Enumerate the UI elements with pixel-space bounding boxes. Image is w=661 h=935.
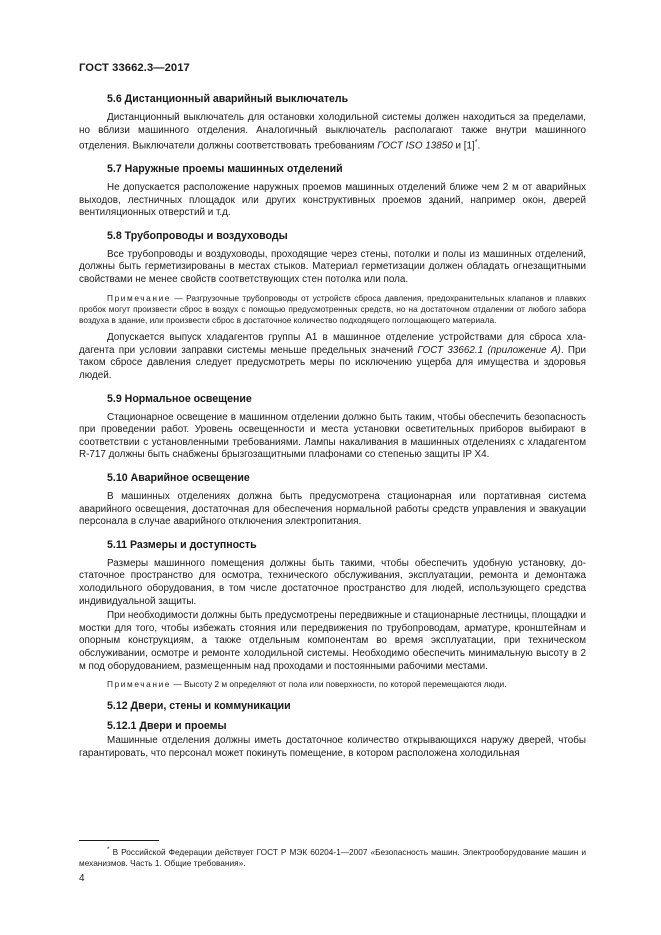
- text: Дистанционный выключатель для остановки холодильной системы должен находиться за пределами, но вблизи машинного отделения. Аналогичный выключатель располагают также внутри машинного отделения. Выключатели должны соответствовать требованиям: [79, 112, 586, 152]
- text: и [1]: [452, 140, 475, 152]
- text: Допускается выпуск хладагентов группы А1 в машинное отделение устройствами для сброса хладагента при условии заправки системы меньше предельных значений: [79, 332, 586, 356]
- section-5-12-1-heading: 5.12.1 Двери и проемы: [107, 720, 227, 733]
- section-5-12-heading: 5.12 Двери, стены и коммуникации: [107, 700, 291, 713]
- section-5-11-note: [79, 679, 586, 690]
- document-body: [79, 92, 586, 767]
- section-5-7-heading: 5.7 Наружные проемы машинных отделений: [107, 163, 343, 176]
- note-label: Примечание: [107, 292, 172, 303]
- note-text: — Высоту 2 м определяют от пола или поверхности, по которой перемещаются люди.: [171, 679, 507, 690]
- footnote: [79, 844, 586, 869]
- footnote-text: В Российской Федерации действует ГОСТ Р МЭК 60204-1—2007 «Безопасность машин. Электрооборудование машин и механизмов. Часть 1. Общие требования».: [79, 846, 586, 868]
- section-5-8-note: [79, 293, 586, 327]
- footnote-marker: *: [107, 846, 110, 853]
- standard-reference: ГОСТ ISO 13850: [377, 140, 453, 152]
- text: . При таком сбросе давления следует предусмотреть меры по исключению ущерба для имущества и здоровья людей.: [79, 344, 587, 382]
- document-header: ГОСТ 33662.3—2017: [79, 62, 190, 74]
- section-5-12-1-paragraph: Машинные отделения должны иметь достаточное количество открывающихся наружу дверей, чтобы гарантировать, что персонал может покинуть помещение, в котором расположена холодильная: [79, 735, 586, 759]
- section-5-8-heading: 5.8 Трубопроводы и воздуховоды: [107, 229, 288, 242]
- page-number: 4: [79, 873, 85, 884]
- section-5-8-paragraph-1: Все трубопроводы и воздуховоды, проходящие через стены, потолки и полы из машинных отделений, должны быть герметизированы в местах стыков. Материал герметизации должен обладать огнезащитными свойствами не менее свойств соответствующих стен потолка или пола.: [79, 248, 586, 286]
- note-label: Примечание: [107, 679, 172, 690]
- section-5-8-paragraph-2: [79, 332, 586, 382]
- section-5-10-paragraph: В машинных отделениях должна быть предусмотрена стационарная или портативная система аварийного освещения, достаточная для обеспечения нормальной работы средств управления и эвакуации персонала в случае аварийного отключения электропитания.: [79, 491, 586, 528]
- section-5-6-paragraph: [79, 112, 586, 153]
- section-5-9-paragraph: Стационарное освещение в машинном отделении должно быть таким, чтобы обеспечить безопасность при проведении работ. Уровень освещенности и места установки осветительных приборов выбирают в соответствии с установленными требованиями. Лампы накаливания в машинных отделениях с хладагентом R-717 должны быть снабжены брызгозащитными плафонами со степенью защиты IP X4.: [79, 411, 586, 461]
- section-5-7-paragraph: Не допускается расположение наружных проемов машинных отделений ближе чем 2 м от аварийных выходов, лестничных площадок или других конструктивных проемов зданий, например окон, дверей вентиляционных отверстий и т.д.: [79, 182, 586, 219]
- section-5-11-paragraph-1: Размеры машинного помещения должны быть такими, чтобы обеспечить удобную установку, достаточное пространство для осмотра, технического обслуживания, эксплуатации, ремонта и демонтажа холодильного оборудования, в том числе достаточное пространство для людей, использующего средства индивидуальной защиты.: [79, 557, 586, 607]
- section-5-9-heading: 5.9 Нормальное освещение: [107, 392, 252, 405]
- section-5-11-heading: 5.11 Размеры и доступность: [107, 538, 257, 551]
- text: .: [477, 140, 481, 152]
- section-5-11-paragraph-2: При необходимости должны быть предусмотрены передвижные и стационарные лестницы, площадки и мостки для того, чтобы избежать стояния или передвижения по трубопроводам, арматуре, кронштейнам и опорным конструкциям, а также отдельным компонентам во время эксплуатации, при техническом обслуживании, осмотре и ремонте холодильной системы. Необходимо обеспечить минимальную высоту в 2 м под оборудованием, размещенным над проходами и постоянными рабочими местами.: [79, 610, 586, 672]
- note-text: — Разгрузочные трубопроводы от устройств сброса давления, предохранительных клапанов и плавких пробок могут произвести сброс в воздух с помощью предусмотренных средств, но на достаточном отдалении от любого забора воздуха в здание, или произвести сброс в достаточное количество подходящего поглощающего материала.: [79, 292, 586, 326]
- footnote-marker: *: [474, 139, 478, 147]
- standard-reference: ГОСТ 33662.1 (приложение А): [417, 344, 561, 356]
- section-5-10-heading: 5.10 Аварийное освещение: [107, 472, 250, 484]
- section-5-6-heading: 5.6 Дистанционный аварийный выключатель: [107, 93, 349, 105]
- footnote-divider: [79, 840, 159, 841]
